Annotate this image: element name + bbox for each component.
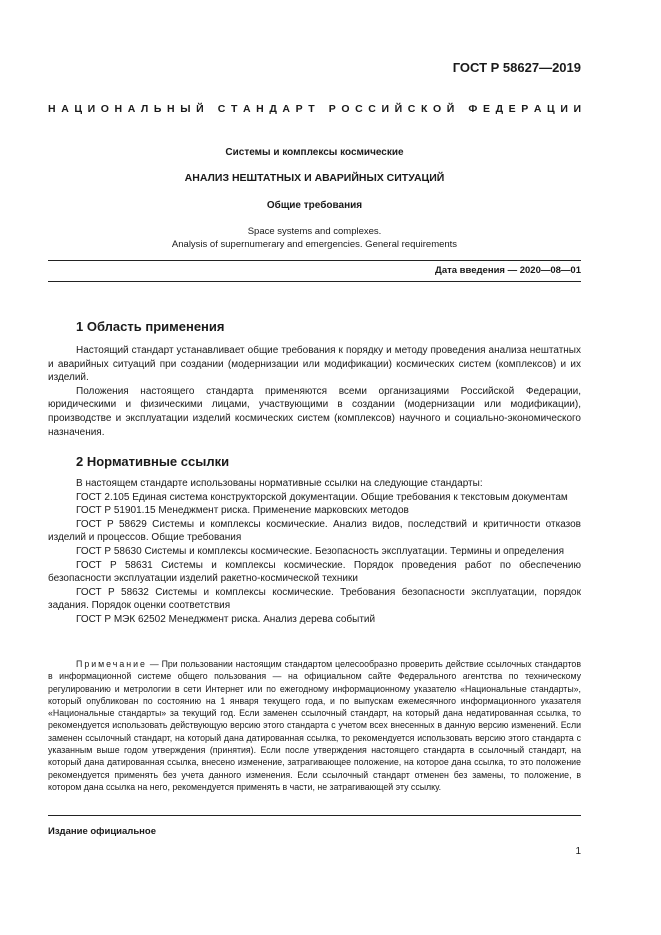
title-line-1: Системы и комплексы космические bbox=[225, 147, 404, 158]
section-1-heading: 1 Область применения bbox=[76, 319, 225, 334]
reference-item: ГОСТ Р МЭК 62502 Менеджмент риска. Анализ дерева событий bbox=[76, 613, 376, 625]
page-number: 1 bbox=[575, 846, 581, 857]
section-2-references bbox=[48, 477, 581, 627]
reference-item: ГОСТ Р 58632 Системы и комплексы космические. Требования безопасности эксплуатации, порядок задания. Порядок оценки соответствия bbox=[48, 586, 581, 612]
footer-divider bbox=[48, 815, 581, 816]
reference-item: ГОСТ Р 51901.15 Менеджмент риска. Применение марковских методов bbox=[76, 505, 409, 517]
section-2-heading: 2 Нормативные ссылки bbox=[76, 454, 230, 469]
official-edition-label: Издание официальное bbox=[48, 826, 156, 837]
divider-bottom bbox=[48, 281, 581, 282]
section-1-body bbox=[48, 344, 581, 439]
english-title-line-2: Analysis of supernumerary and emergencies. General requirements bbox=[171, 239, 458, 250]
introduction-date: Дата введения — 2020—08—01 bbox=[435, 265, 581, 276]
english-title bbox=[48, 225, 581, 251]
english-title-line-1: Space systems and complexes. bbox=[247, 226, 382, 237]
national-standard-title: Н А Ц И О Н А Л Ь Н Ы Й С Т А Н Д А Р Т Р О С С И Й С К О Й Ф Е Д Е Р А Ц И И bbox=[48, 103, 581, 115]
title-line-3: Общие требования bbox=[266, 200, 363, 211]
section-1-paragraph: Положения настоящего стандарта применяются всеми организациями Российской Федерации, юридическими и физическими лицами, участвующими в создании (модернизации или модификации), производстве и эксплуатации изделий космических систем (комплексов) научного и социально-экономического назначения. bbox=[48, 385, 581, 438]
reference-item: ГОСТ Р 58629 Системы и комплексы космические. Анализ видов, последствий и критичности отказов изделий и процессов. Общие требования bbox=[48, 518, 581, 544]
section-1-paragraph: Настоящий стандарт устанавливает общие требования к порядку и методу проведения анализа нештатных и аварийных ситуаций при создании (модернизации или модификации) космических систем (комплексов) и их изделий. bbox=[48, 345, 581, 384]
reference-item: ГОСТ Р 58631 Системы и комплексы космические. Порядок проведения работ по обеспечению безопасности эксплуатации изделий ракетно-космической техники bbox=[48, 559, 581, 585]
reference-item: В настоящем стандарте использованы нормативные ссылки на следующие стандарты: bbox=[76, 478, 483, 489]
note-label: Примечание bbox=[76, 659, 147, 669]
note-text: — При пользовании настоящим стандартом целесообразно проверить действие ссылочных стандартов в информационной системе общего пользования — на официальном сайте Федерального агентства по техническому регулированию и метрологии в сети Интернет или по ежегодному информационному указателю «Национальные стандарты», который опубликован по состоянию на 1 января текущего года, и по выпускам ежемесячного информационного указателя «Национальные стандарты» за текущий год. Если заменен ссылочный стандарт, на который дана недатированная ссылка, то рекомендуется использовать действующую версию этого стандарта с учетом всех внесенных в данную версию изменений. Если заменен ссылочный стандарт, на который дана датированная ссылка, то рекомендуется использовать версию этого стандарта с указанным выше годом утверждения (принятия). Если после утверждения настоящего стандарта в ссылочный стандарт, на который дана датированная ссылка, внесено изменение, затрагивающее положение, на которое дана ссылка, то это положение рекомендуется применять без учета данного изменения. Если ссылочный стандарт отменен без замены, то положение, в котором дана ссылка на него, рекомендуется применять в части, не затрагивающей эту ссылку. bbox=[48, 659, 581, 792]
standard-code: ГОСТ Р 58627—2019 bbox=[452, 60, 581, 75]
references-note bbox=[48, 658, 581, 793]
title-line-2: АНАЛИЗ НЕШТАТНЫХ И АВАРИЙНЫХ СИТУАЦИЙ bbox=[184, 172, 445, 184]
reference-item: ГОСТ 2.105 Единая система конструкторской документации. Общие требования к текстовым документам bbox=[76, 491, 568, 503]
divider-top bbox=[48, 260, 581, 261]
reference-item: ГОСТ Р 58630 Системы и комплексы космические. Безопасность эксплуатации. Термины и определения bbox=[76, 545, 565, 557]
